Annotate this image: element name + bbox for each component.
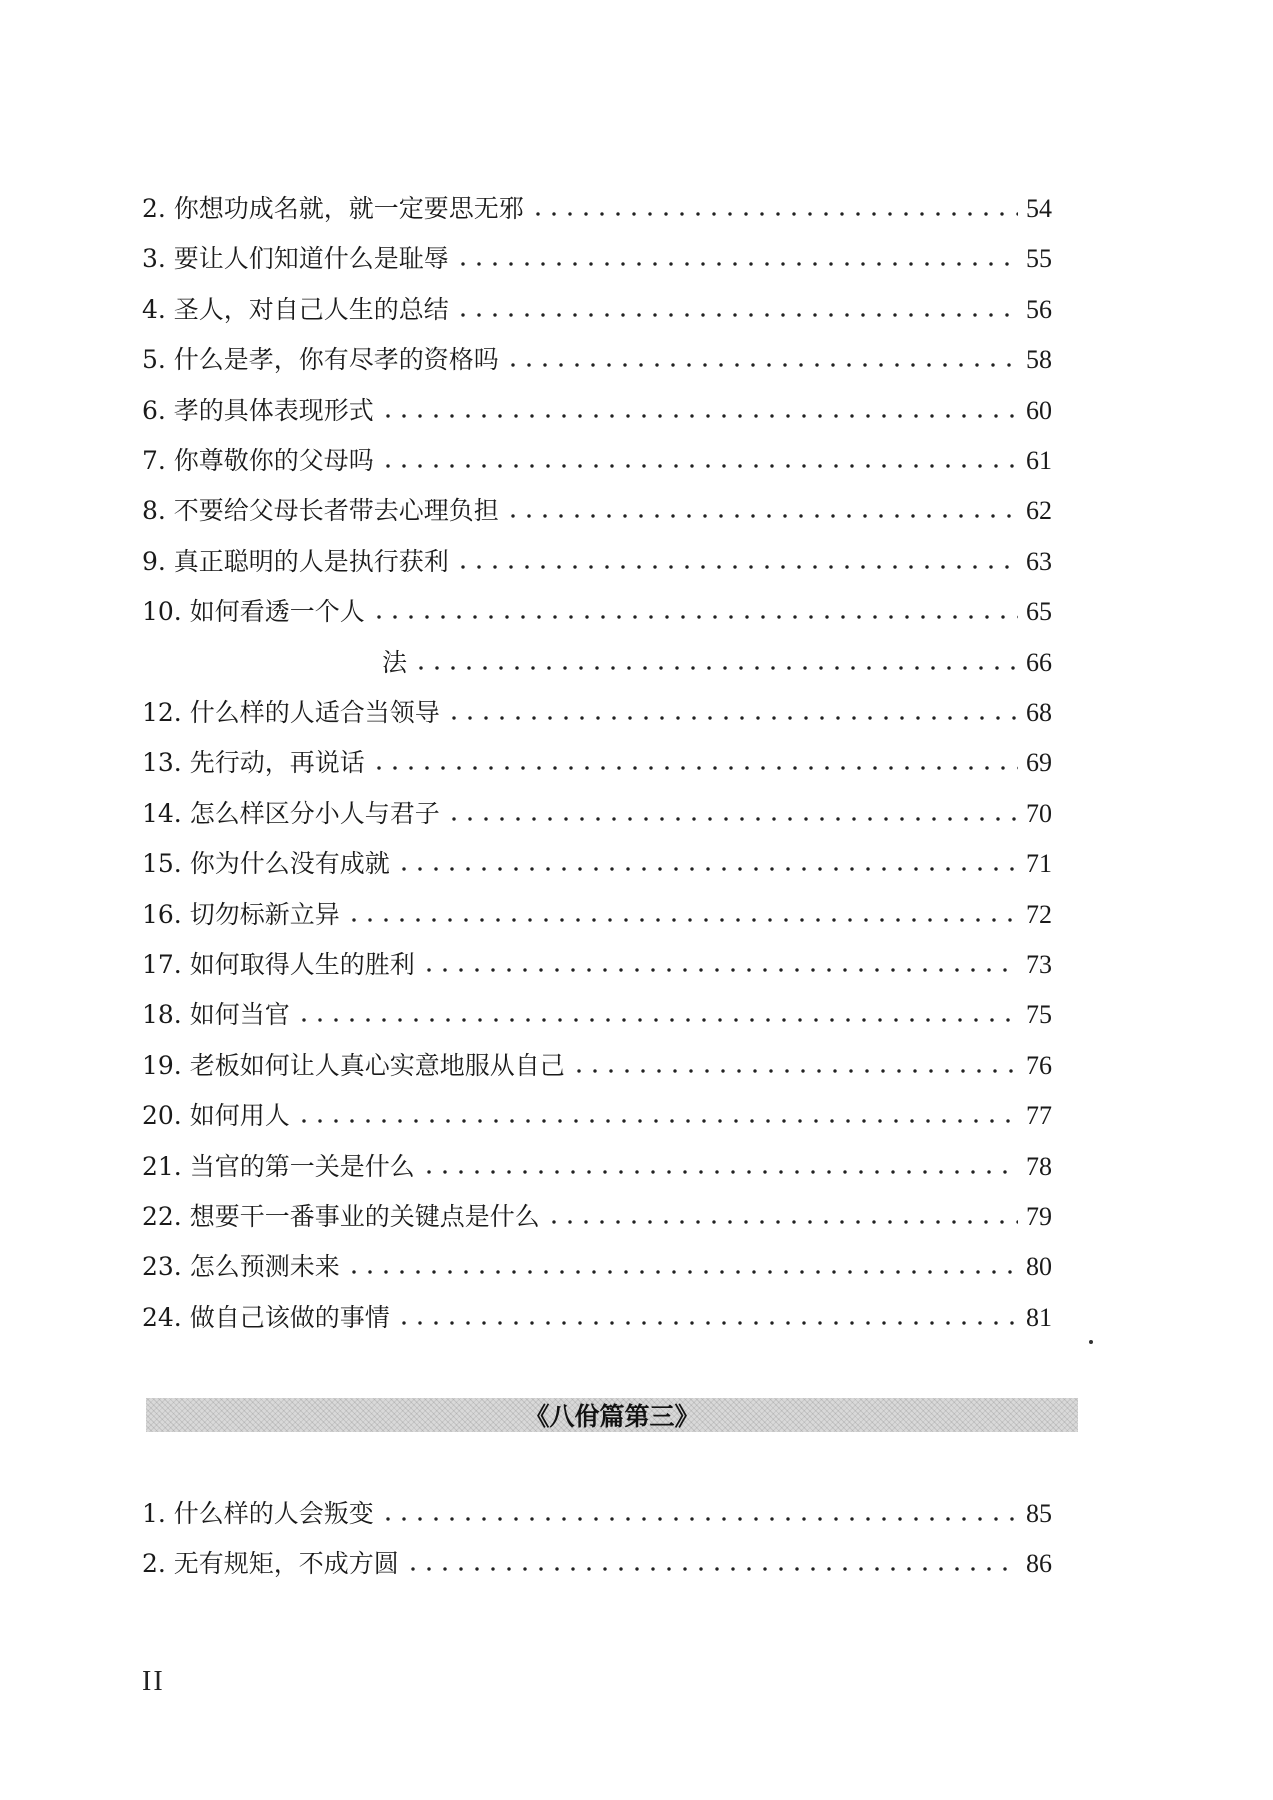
dot-leader bbox=[446, 714, 1018, 722]
dot-leader bbox=[505, 512, 1018, 520]
dot-leader bbox=[396, 1319, 1018, 1327]
toc-entry-title: 法 bbox=[382, 647, 408, 677]
toc-entry-page: 77 bbox=[1026, 1101, 1052, 1131]
toc-entry bbox=[142, 688, 1052, 728]
toc-entry-title: 10. 如何看透一个人 bbox=[142, 597, 365, 627]
toc-entry-page: 85 bbox=[1026, 1499, 1052, 1528]
toc-entry-page: 80 bbox=[1026, 1252, 1052, 1282]
toc-entry bbox=[142, 335, 1052, 375]
toc-entry-title: 20. 如何用人 bbox=[142, 1101, 290, 1131]
toc-entry bbox=[142, 990, 1052, 1030]
scan-speck bbox=[1089, 1340, 1093, 1344]
dot-leader bbox=[530, 210, 1018, 218]
toc-entry-title: 4. 圣人，对自己人生的总结 bbox=[142, 294, 449, 324]
toc-entry bbox=[142, 1192, 1052, 1232]
toc-entry bbox=[142, 890, 1052, 930]
toc-entry-page: 54 bbox=[1026, 194, 1052, 223]
toc-entry-title: 23. 怎么预测未来 bbox=[142, 1252, 340, 1282]
toc-entry-title: 2. 无有规矩，不成方圆 bbox=[142, 1549, 399, 1579]
dot-leader bbox=[396, 865, 1018, 873]
dot-leader bbox=[296, 1117, 1018, 1125]
toc-entry bbox=[142, 839, 1052, 879]
dot-leader bbox=[380, 1515, 1018, 1523]
toc-entry-page: 76 bbox=[1026, 1050, 1052, 1080]
toc-entry-page: 78 bbox=[1026, 1151, 1052, 1181]
toc-entry-title: 2. 你想功成名就，就一定要思无邪 bbox=[142, 194, 524, 223]
toc-entry bbox=[142, 486, 1052, 526]
dot-leader bbox=[546, 1218, 1018, 1226]
toc-entry-page: 65 bbox=[1026, 597, 1052, 627]
toc-entry bbox=[142, 184, 1052, 224]
toc-entry-page: 55 bbox=[1026, 244, 1052, 274]
toc-entry-page: 63 bbox=[1026, 546, 1052, 576]
toc-entry-page: 61 bbox=[1026, 446, 1052, 475]
toc-entry-title: 5. 什么是孝，你有尽孝的资格吗 bbox=[142, 345, 499, 375]
toc-entry bbox=[142, 738, 1052, 778]
dot-leader bbox=[346, 916, 1018, 924]
toc-entry bbox=[142, 386, 1052, 426]
toc-entry bbox=[142, 1242, 1052, 1282]
dot-leader bbox=[446, 815, 1018, 823]
toc-entry bbox=[142, 436, 1052, 476]
toc-entry-page: 79 bbox=[1026, 1202, 1052, 1231]
toc-entry-page: 70 bbox=[1026, 798, 1052, 828]
dot-leader bbox=[296, 1016, 1018, 1024]
dot-leader bbox=[421, 1168, 1018, 1176]
toc-entry-title: 21. 当官的第一关是什么 bbox=[142, 1151, 415, 1181]
dot-leader bbox=[455, 563, 1018, 571]
section-heading-banner bbox=[146, 1398, 1078, 1432]
toc-entry-page: 56 bbox=[1026, 294, 1052, 324]
toc-entry bbox=[142, 1489, 1052, 1529]
dot-leader bbox=[455, 260, 1018, 268]
page-number: II bbox=[142, 1666, 165, 1697]
toc-entry-page: 66 bbox=[1026, 647, 1052, 677]
dot-leader bbox=[571, 1067, 1018, 1075]
toc-entry-page: 69 bbox=[1026, 748, 1052, 778]
toc-entry bbox=[142, 1539, 1052, 1579]
dot-leader bbox=[371, 764, 1018, 772]
toc-entry bbox=[142, 638, 1052, 678]
toc-entry-title: 9. 真正聪明的人是执行获利 bbox=[142, 546, 449, 576]
dot-leader bbox=[455, 311, 1018, 319]
toc-entry-page: 81 bbox=[1026, 1302, 1052, 1332]
dot-leader bbox=[505, 361, 1018, 369]
toc-entry-title: 15. 你为什么没有成就 bbox=[142, 849, 390, 879]
toc-entry-title: 12. 什么样的人适合当领导 bbox=[142, 698, 440, 727]
toc-entry-title: 6. 孝的具体表现形式 bbox=[142, 395, 374, 425]
toc-entry-title: 14. 怎么样区分小人与君子 bbox=[142, 798, 440, 828]
toc-entry-title: 1. 什么样的人会叛变 bbox=[142, 1499, 374, 1528]
toc-entry-title: 17. 如何取得人生的胜利 bbox=[142, 950, 415, 979]
toc-entry-title: 16. 切勿标新立异 bbox=[142, 899, 340, 929]
toc-entry-title: 13. 先行动，再说话 bbox=[142, 748, 365, 778]
dot-leader bbox=[371, 613, 1018, 621]
toc-entry-title: 19. 老板如何让人真心实意地服从自己 bbox=[142, 1050, 565, 1080]
dot-leader bbox=[421, 966, 1018, 974]
toc-entry-page: 71 bbox=[1026, 849, 1052, 879]
dot-leader bbox=[405, 1565, 1018, 1573]
section-title: 《八佾篇第三》 bbox=[524, 1402, 700, 1431]
toc-entry-page: 62 bbox=[1026, 496, 1052, 526]
toc-entry bbox=[142, 1293, 1052, 1333]
toc-entry bbox=[142, 1041, 1052, 1081]
toc-entry-page: 58 bbox=[1026, 345, 1052, 375]
toc-entry-title: 18. 如何当官 bbox=[142, 1000, 290, 1030]
dot-leader bbox=[413, 664, 1018, 672]
toc-entry-page: 60 bbox=[1026, 395, 1052, 425]
toc-entry-title: 22. 想要干一番事业的关键点是什么 bbox=[142, 1202, 540, 1231]
toc-entry-title: 7. 你尊敬你的父母吗 bbox=[142, 446, 374, 475]
toc-entry bbox=[142, 789, 1052, 829]
toc-entry-page: 73 bbox=[1026, 950, 1052, 979]
dot-leader bbox=[346, 1268, 1018, 1276]
toc-entry-page: 68 bbox=[1026, 698, 1052, 727]
dot-leader bbox=[380, 462, 1018, 470]
toc-entry-page: 75 bbox=[1026, 1000, 1052, 1030]
toc-entry bbox=[142, 234, 1052, 274]
toc-entry bbox=[142, 285, 1052, 325]
toc-entry bbox=[142, 587, 1052, 627]
dot-leader bbox=[380, 412, 1018, 420]
toc-entry-title: 3. 要让人们知道什么是耻辱 bbox=[142, 244, 449, 274]
toc-entry bbox=[142, 940, 1052, 980]
toc-entry-title: 8. 不要给父母长者带去心理负担 bbox=[142, 496, 499, 526]
toc-entry bbox=[142, 537, 1052, 577]
toc-entry-page: 86 bbox=[1026, 1549, 1052, 1579]
toc-entry bbox=[142, 1091, 1052, 1131]
toc-entry-title: 24. 做自己该做的事情 bbox=[142, 1302, 390, 1332]
toc-entry bbox=[142, 1142, 1052, 1182]
toc-entry-page: 72 bbox=[1026, 899, 1052, 929]
